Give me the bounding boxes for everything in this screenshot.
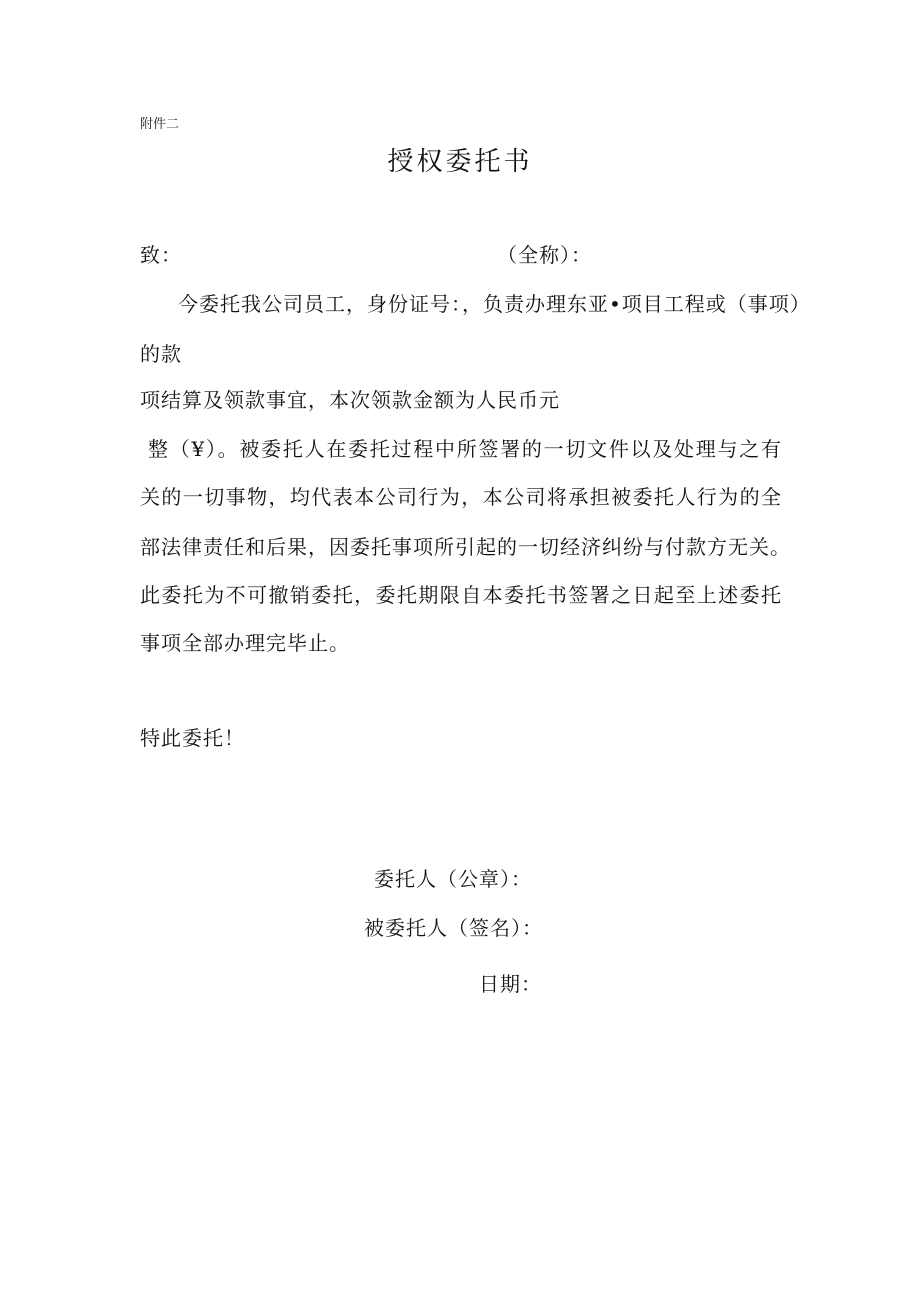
body-line-3: 项结算及领款事宜，本次领款金额为人民币元 xyxy=(140,388,560,412)
principal-seal-label: 委托人（公章）： xyxy=(374,867,532,891)
agent-signature-label: 被委托人（签名）： xyxy=(364,916,543,940)
closing-text: 特此委托！ xyxy=(140,726,245,750)
date-label: 日期： xyxy=(479,972,542,996)
body-line-6: 部法律责任和后果，因委托事项所引起的一切经济纠纷与付款方无关。 xyxy=(140,535,791,559)
body-line-1: 今委托我公司员工，身份证号：，负责办理东亚•项目工程或（事项） xyxy=(178,292,811,316)
body-line-8: 事项全部办理完毕止。 xyxy=(140,631,350,655)
addressee-label: 致： xyxy=(140,243,182,267)
annex-label: 附件二 xyxy=(140,117,180,132)
body-line-7: 此委托为不可撤销委托，委托期限自本委托书签署之日起至上述委托 xyxy=(140,583,782,607)
body-line-4: 整（¥）。被委托人在委托过程中所签署的一切文件以及处理与之有 xyxy=(148,437,782,461)
body-line-2: 的款 xyxy=(140,342,182,366)
fullname-hint: （全称）： xyxy=(497,243,592,267)
document-title: 授权委托书 xyxy=(387,147,533,177)
body-line-5: 关的一切事物，均代表本公司行为，本公司将承担被委托人行为的全 xyxy=(140,485,782,509)
